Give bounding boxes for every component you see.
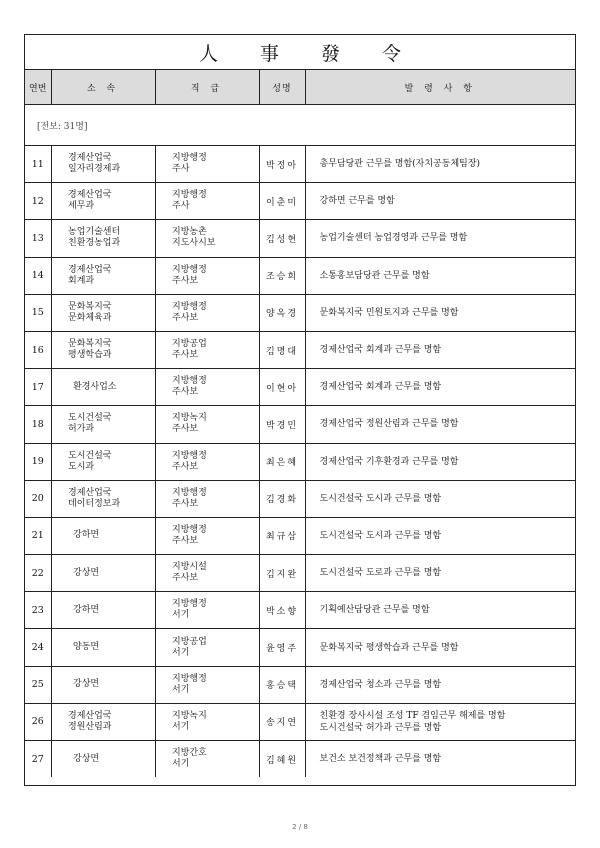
table-row <box>25 369 575 406</box>
rank-line: 지방공업 <box>172 339 207 350</box>
order-line: 문화복지국 민원토지과 근무를 명함 <box>319 307 459 318</box>
order-line: 도시건설국 도시과 근무를 명함 <box>319 530 442 541</box>
rank-line: 주사보 <box>172 535 199 546</box>
table-row <box>25 443 575 480</box>
department-line: 도시건설국 <box>68 450 112 461</box>
header-dept: 소 속 <box>51 70 155 105</box>
title-row <box>25 35 575 70</box>
department-line: 강상면 <box>73 679 100 690</box>
rank-line: 서기 <box>172 721 190 732</box>
rank-line: 서기 <box>172 647 190 658</box>
department-line: 양동면 <box>73 642 100 653</box>
row-department <box>51 480 155 517</box>
row-order <box>305 629 575 666</box>
row-number: 12 <box>25 183 51 220</box>
row-order <box>305 443 575 480</box>
row-rank <box>155 555 259 592</box>
order-line: 강하면 근무를 명함 <box>319 196 395 207</box>
row-rank <box>155 592 259 629</box>
table-row <box>25 331 575 368</box>
rank-line: 주사보 <box>172 350 199 361</box>
rank-line: 지방농촌 <box>172 227 207 238</box>
row-order <box>305 555 575 592</box>
row-department <box>51 703 155 740</box>
table-row <box>25 294 575 331</box>
group-row <box>25 105 575 146</box>
department-line: 경제산업국 <box>68 190 112 201</box>
row-rank <box>155 480 259 517</box>
document-title: 人 事 發 令 <box>198 42 420 65</box>
row-department <box>51 257 155 294</box>
row-department <box>51 443 155 480</box>
rank-line: 지방행정 <box>172 264 207 275</box>
row-rank <box>155 331 259 368</box>
order-line: 소통홍보담당관 근무를 명함 <box>319 270 430 281</box>
row-number: 11 <box>25 146 51 183</box>
row-rank <box>155 666 259 703</box>
rank-line: 지방행정 <box>172 190 207 201</box>
row-name: 박소향 <box>259 592 305 629</box>
row-order <box>305 331 575 368</box>
row-name: 김경화 <box>259 480 305 517</box>
row-rank <box>155 183 259 220</box>
row-name: 송지연 <box>259 703 305 740</box>
row-order <box>305 220 575 257</box>
rank-line: 지방행정 <box>172 301 207 312</box>
department-line: 강상면 <box>73 753 100 764</box>
rank-line: 지방행정 <box>172 599 207 610</box>
row-number: 21 <box>25 517 51 554</box>
row-name: 김혜원 <box>259 741 305 778</box>
row-order <box>305 257 575 294</box>
rank-line: 지방행정 <box>172 450 207 461</box>
table-row <box>25 517 575 554</box>
department-line: 강하면 <box>73 530 100 541</box>
order-line: 문화복지국 평생학습과 근무를 명함 <box>319 642 459 653</box>
row-department <box>51 555 155 592</box>
rank-line: 주사보 <box>172 387 199 398</box>
row-name: 윤영주 <box>259 629 305 666</box>
rank-line: 주사보 <box>172 573 199 584</box>
rank-line: 지방간호 <box>172 748 207 759</box>
row-name: 김명대 <box>259 331 305 368</box>
table-row <box>25 480 575 517</box>
rank-line: 주사보 <box>172 312 199 323</box>
row-number: 26 <box>25 703 51 740</box>
row-order <box>305 592 575 629</box>
row-department <box>51 592 155 629</box>
table-row <box>25 741 575 778</box>
row-number: 23 <box>25 592 51 629</box>
order-line: 경제산업국 회계과 근무를 명함 <box>319 382 442 393</box>
row-number: 13 <box>25 220 51 257</box>
personnel-table <box>25 70 575 777</box>
department-line: 도시건설국 <box>68 413 112 424</box>
row-department <box>51 406 155 443</box>
header-rank: 직 급 <box>155 70 259 105</box>
header-name: 성명 <box>259 70 305 105</box>
rank-line: 지방행정 <box>172 524 207 535</box>
row-name: 김지완 <box>259 555 305 592</box>
row-order <box>305 146 575 183</box>
row-department <box>51 369 155 406</box>
department-line: 친환경농업과 <box>68 238 121 249</box>
order-line: 도시건설국 도로과 근무를 명함 <box>319 568 442 579</box>
row-number: 17 <box>25 369 51 406</box>
row-department <box>51 517 155 554</box>
row-rank <box>155 294 259 331</box>
row-number: 25 <box>25 666 51 703</box>
page-number: 2 / 8 <box>292 823 308 831</box>
row-name: 최은혜 <box>259 443 305 480</box>
department-line: 환경사업소 <box>73 381 117 392</box>
table-row <box>25 629 575 666</box>
row-rank <box>155 146 259 183</box>
row-order <box>305 480 575 517</box>
row-department <box>51 220 155 257</box>
row-rank <box>155 257 259 294</box>
row-order <box>305 741 575 778</box>
row-rank <box>155 369 259 406</box>
rank-line: 주사 <box>172 201 190 212</box>
row-rank <box>155 703 259 740</box>
row-number: 24 <box>25 629 51 666</box>
department-line: 경제산업국 <box>68 153 112 164</box>
department-line: 평생학습과 <box>68 350 112 361</box>
row-number: 20 <box>25 480 51 517</box>
department-line: 허가과 <box>68 424 95 435</box>
row-department <box>51 666 155 703</box>
row-number: 14 <box>25 257 51 294</box>
row-name: 이춘미 <box>259 183 305 220</box>
rank-line: 주사보 <box>172 275 199 286</box>
department-line: 농업기술센터 <box>68 227 121 238</box>
row-rank <box>155 220 259 257</box>
rank-line: 지방행정 <box>172 673 207 684</box>
rank-line: 주사 <box>172 164 190 175</box>
department-line: 경제산업국 <box>68 487 112 498</box>
department-line: 문화복지국 <box>68 301 112 312</box>
row-number: 18 <box>25 406 51 443</box>
department-line: 회계과 <box>68 275 95 286</box>
row-order <box>305 294 575 331</box>
row-name: 김성현 <box>259 220 305 257</box>
row-number: 22 <box>25 555 51 592</box>
rank-line: 지방녹지 <box>172 710 207 721</box>
rank-line: 지도사시보 <box>172 238 216 249</box>
row-name: 박정아 <box>259 146 305 183</box>
row-number: 27 <box>25 741 51 778</box>
rank-line: 서기 <box>172 684 190 695</box>
rank-line: 지방행정 <box>172 487 207 498</box>
rank-line: 주사보 <box>172 424 199 435</box>
rank-line: 지방행정 <box>172 153 207 164</box>
header-no: 연번 <box>25 70 51 105</box>
row-department <box>51 629 155 666</box>
department-line: 일자리경제과 <box>68 164 121 175</box>
table-row <box>25 183 575 220</box>
table-row <box>25 406 575 443</box>
rank-line: 지방시설 <box>172 562 207 573</box>
row-department <box>51 146 155 183</box>
department-line: 데이터정보과 <box>68 498 121 509</box>
department-line: 세무과 <box>68 201 95 212</box>
row-name: 박경민 <box>259 406 305 443</box>
header-order: 발 령 사 항 <box>305 70 575 105</box>
row-rank <box>155 517 259 554</box>
row-order <box>305 369 575 406</box>
rank-line: 주사보 <box>172 498 199 509</box>
table-row <box>25 555 575 592</box>
row-number: 19 <box>25 443 51 480</box>
department-line: 도시과 <box>68 461 95 472</box>
rank-line: 주사보 <box>172 461 199 472</box>
department-line: 강하면 <box>73 604 100 615</box>
order-line: 경제산업국 회계과 근무를 명함 <box>319 345 442 356</box>
rank-line: 서기 <box>172 759 190 770</box>
row-rank <box>155 629 259 666</box>
table-row <box>25 220 575 257</box>
rank-line: 지방녹지 <box>172 413 207 424</box>
order-line: 도시건설국 도시과 근무를 명함 <box>319 493 442 504</box>
order-line: 도시건설국 허가과 근무를 명함 <box>319 722 442 733</box>
row-order <box>305 183 575 220</box>
row-order <box>305 703 575 740</box>
order-line: 경제산업국 기후환경과 근무를 명함 <box>319 456 459 467</box>
table-row <box>25 703 575 740</box>
row-department <box>51 294 155 331</box>
row-number: 15 <box>25 294 51 331</box>
personnel-order-document <box>24 34 576 786</box>
order-line: 친환경 장사시설 조성 TF 겸임근무 해제를 명함 <box>319 710 506 721</box>
order-line: 농업기술센터 농업경영과 근무를 명함 <box>319 233 468 244</box>
row-name: 조승희 <box>259 257 305 294</box>
row-number: 16 <box>25 331 51 368</box>
rank-line: 지방공업 <box>172 636 207 647</box>
order-line: 기획예산담당관 근무를 명함 <box>319 605 430 616</box>
row-department <box>51 331 155 368</box>
order-line: 경제산업국 정원산림과 근무를 명함 <box>319 419 459 430</box>
department-line: 문화체육과 <box>68 312 112 323</box>
rank-line: 지방행정 <box>172 376 207 387</box>
row-name: 양옥경 <box>259 294 305 331</box>
order-line: 총무담당관 근무를 명함(자치공동체팀장) <box>319 159 481 170</box>
group-label: [전보: 31명] <box>25 105 575 146</box>
row-order <box>305 666 575 703</box>
table-row <box>25 666 575 703</box>
table-row <box>25 257 575 294</box>
order-line: 보건소 보건정책과 근무를 명함 <box>319 754 442 765</box>
department-line: 정원산림과 <box>68 721 112 732</box>
header-row <box>25 70 575 105</box>
row-name: 이현아 <box>259 369 305 406</box>
row-rank <box>155 443 259 480</box>
department-line: 경제산업국 <box>68 264 112 275</box>
rank-line: 서기 <box>172 610 190 621</box>
order-line: 경제산업국 청소과 근무를 명함 <box>319 679 442 690</box>
table-row <box>25 146 575 183</box>
row-order <box>305 406 575 443</box>
row-rank <box>155 406 259 443</box>
row-name: 홍승택 <box>259 666 305 703</box>
row-rank <box>155 741 259 778</box>
row-department <box>51 183 155 220</box>
row-name: 최규삼 <box>259 517 305 554</box>
table-row <box>25 592 575 629</box>
row-department <box>51 741 155 778</box>
department-line: 강상면 <box>73 567 100 578</box>
row-order <box>305 517 575 554</box>
department-line: 경제산업국 <box>68 710 112 721</box>
department-line: 문화복지국 <box>68 339 112 350</box>
